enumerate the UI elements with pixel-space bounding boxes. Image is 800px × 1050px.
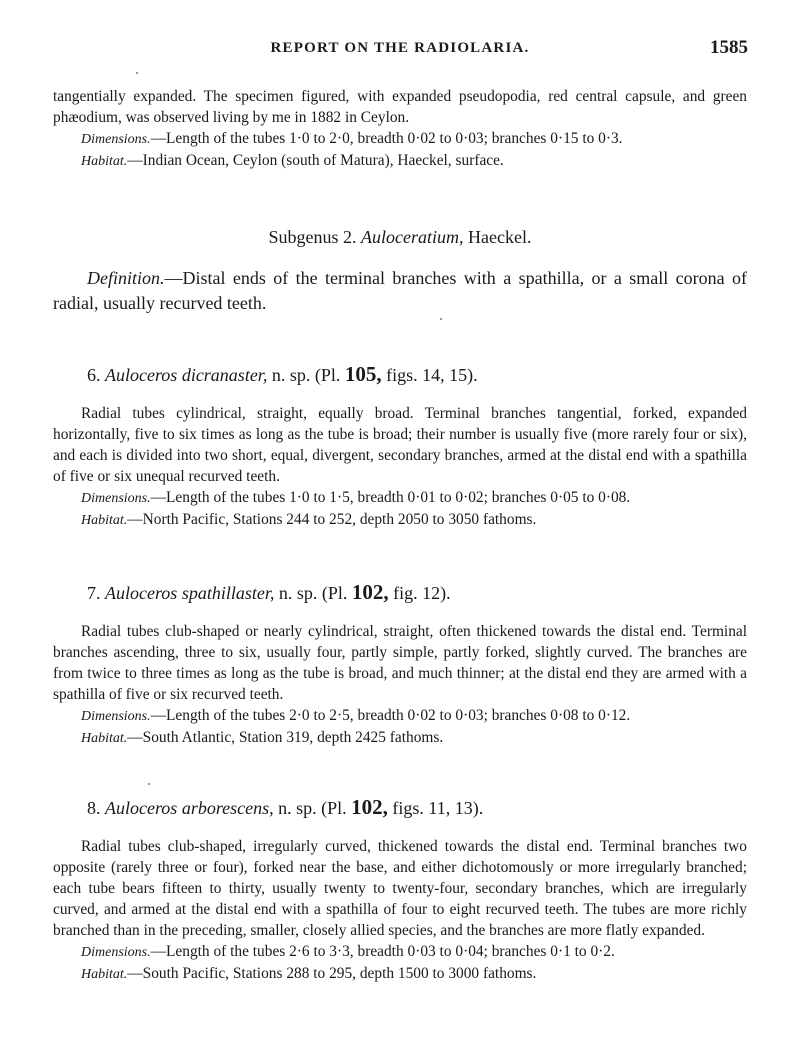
species-tail-a: n. sp. (Pl. xyxy=(278,583,348,603)
running-title: REPORT ON THE RADIOLARIA. xyxy=(270,40,530,56)
dimensions-label: Dimensions. xyxy=(81,491,151,506)
scan-speck xyxy=(136,72,138,74)
species-tail-b: figs. 11, 13). xyxy=(392,798,484,818)
subgenus-name: Auloceratium, xyxy=(361,227,464,247)
habitat-text: —North Pacific, Stations 244 to 252, depth 2050 to 3050 fathoms. xyxy=(127,511,537,528)
species-name: Auloceros dicranaster, xyxy=(105,365,268,385)
definition-label: Definition. xyxy=(87,268,165,288)
species-dimensions xyxy=(53,941,747,963)
habitat-text: —South Pacific, Stations 288 to 295, depth 1500 to 3000 fathoms. xyxy=(127,965,537,982)
definition-paragraph xyxy=(53,266,747,316)
species-name: Auloceros arborescens, xyxy=(105,798,274,818)
habitat-text: —Indian Ocean, Ceylon (south of Matura), Haeckel, surface. xyxy=(127,152,504,169)
dimensions-label: Dimensions. xyxy=(81,132,151,147)
intro-section xyxy=(53,86,747,172)
species-body xyxy=(53,836,747,985)
dimensions-text: —Length of the tubes 2·6 to 3·3, breadth 0·03 to 0·04; branches 0·1 to 0·2. xyxy=(150,943,615,960)
species-habitat xyxy=(53,727,747,749)
scan-speck xyxy=(148,783,150,785)
species-tail-b: figs. 14, 15). xyxy=(386,365,478,385)
dimensions-label: Dimensions. xyxy=(81,945,151,960)
species-number: 7. xyxy=(87,583,101,603)
intro-dimensions xyxy=(53,128,747,150)
habitat-label: Habitat. xyxy=(81,731,128,746)
dimensions-text: —Length of the tubes 1·0 to 1·5, breadth 0·01 to 0·02; branches 0·05 to 0·08. xyxy=(150,489,631,506)
dimensions-text: —Length of the tubes 2·0 to 2·5, breadth 0·02 to 0·03; branches 0·08 to 0·12. xyxy=(150,707,631,724)
page-number: 1585 xyxy=(710,37,748,58)
intro-habitat xyxy=(53,150,747,172)
species-heading xyxy=(53,795,781,820)
species-tail-a: n. sp. (Pl. xyxy=(271,365,341,385)
scan-speck xyxy=(440,318,442,320)
species-description: Radial tubes cylindrical, straight, equally broad. Terminal branches tangential, forked, expanded horizontally, five to six times as long as the tube is broad; their number is usually five (more rarely four or six), and each is divided into two short, equal, divergent, secondary branches, armed at the distal end with a spathilla of five or six unequal recurved teeth. xyxy=(53,405,747,485)
species-tail-a: n. sp. (Pl. xyxy=(278,798,347,818)
habitat-label: Habitat. xyxy=(81,967,128,982)
species-number: 8. xyxy=(87,798,101,818)
species-body xyxy=(53,403,747,531)
habitat-text: —South Atlantic, Station 319, depth 2425 fathoms. xyxy=(127,729,444,746)
plate-number: 102, xyxy=(351,795,388,819)
subgenus-definition xyxy=(53,266,747,316)
species-heading xyxy=(53,362,781,387)
plate-number: 102, xyxy=(351,580,389,604)
species-dimensions xyxy=(53,705,747,727)
species-tail-b: fig. 12). xyxy=(393,583,451,603)
intro-paragraph: tangentially expanded. The specimen figured, with expanded pseudopodia, red central capsule, and green phæodium, was observed living by me in 1882 in Ceylon. xyxy=(53,88,747,126)
habitat-label: Habitat. xyxy=(81,513,128,528)
subgenus-heading xyxy=(53,227,747,248)
definition-text: —Distal ends of the terminal branches with a spathilla, or a small corona of radial, usually recurved teeth. xyxy=(53,268,747,313)
species-dimensions xyxy=(53,487,747,509)
species-heading xyxy=(53,580,781,605)
species-body xyxy=(53,621,747,749)
species-number: 6. xyxy=(87,365,101,385)
dimensions-label: Dimensions. xyxy=(81,709,151,724)
plate-number: 105, xyxy=(344,362,382,386)
habitat-label: Habitat. xyxy=(81,154,128,169)
dimensions-text: —Length of the tubes 1·0 to 2·0, breadth 0·02 to 0·03; branches 0·15 to 0·3. xyxy=(150,130,623,147)
subgenus-author: Haeckel. xyxy=(468,227,532,247)
species-description: Radial tubes club-shaped, irregularly curved, thickened towards the distal end. Terminal branches two opposite (rarely three or four), forked near the base, and either dichotomously or more irregularly branched; each tube bears fifteen to thirty, usually twenty to twenty-four, secondary branches, which are irregularly curved, and armed at the distal end with a spathilla of four to eight recurved teeth. The tubes are more richly branched than in the preceding, smaller, closely allied species, and the branches are more flatly expanded. xyxy=(53,838,747,939)
species-habitat xyxy=(53,509,747,531)
subgenus-prefix: Subgenus 2. xyxy=(268,227,357,247)
species-description: Radial tubes club-shaped or nearly cylindrical, straight, often thickened towards the distal end. Terminal branches ascending, three to six, usually four, partly simple, partly forked, slightly curved. The branches are from twice to three times as long as the tube is broad, and much thinner; at the distal end they are armed with a spathilla of five or six recurved teeth. xyxy=(53,623,747,703)
species-name: Auloceros spathillaster, xyxy=(105,583,275,603)
species-habitat xyxy=(53,963,747,985)
